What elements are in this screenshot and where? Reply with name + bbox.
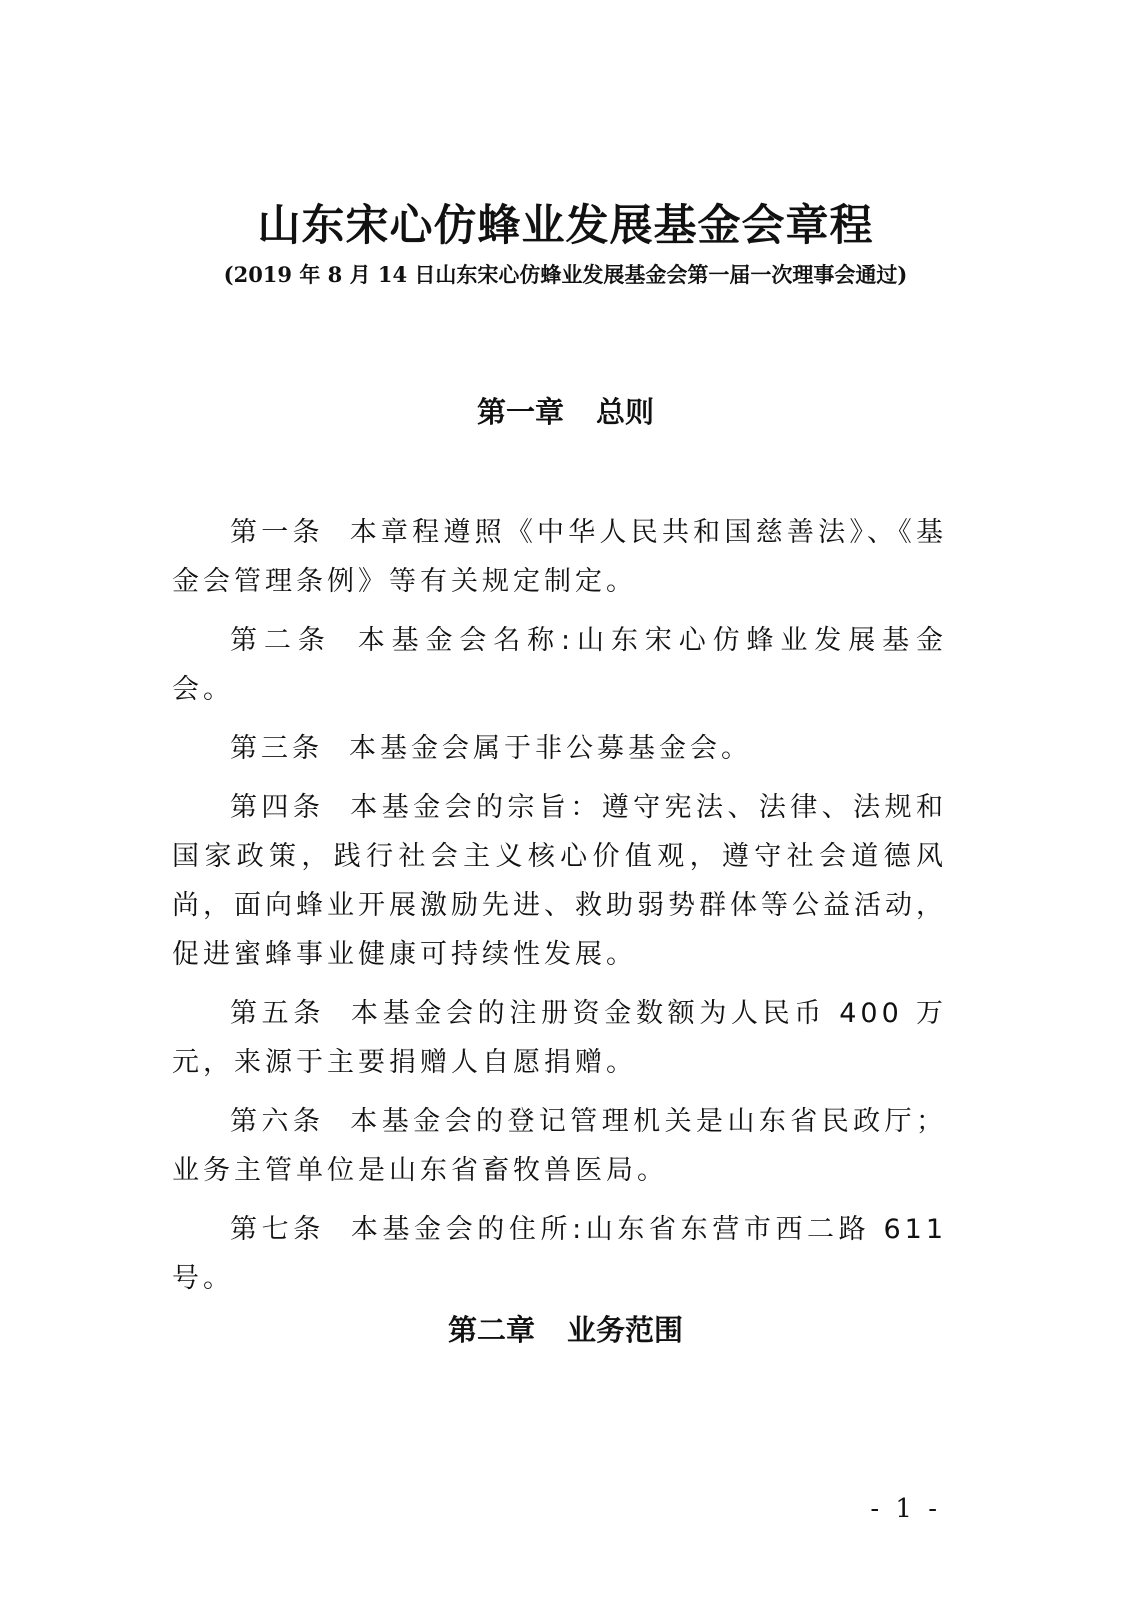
article-6: [172, 1097, 947, 1195]
chapter-2-name: 业务范围: [567, 1313, 684, 1347]
article-4-text: 本基金会的宗旨：遵守宪法、法律、法规和国家政策，践行社会主义核心价值观，遵守社会道德风尚，面向蜂业开展激励先进、救助弱势群体等公益活动，促进蜜蜂事业健康可持续性发展。: [172, 792, 948, 970]
article-3-number: 第三条: [230, 733, 323, 764]
article-7-number: 第七条: [230, 1214, 325, 1245]
chapter-1-articles: [172, 508, 947, 1313]
chapter-2-number: 第二章: [447, 1313, 535, 1347]
document-subtitle: (2019 年 8 月 14 日山东宋心仿蜂业发展基金会第一届一次理事会通过): [223, 262, 908, 287]
article-6-number: 第六条: [230, 1106, 325, 1137]
article-2-text: 本基金会名称:山东宋心仿蜂业发展基金会。: [172, 625, 947, 705]
article-1-number: 第一条: [230, 517, 324, 548]
chapter-1-number: 第一章: [476, 395, 564, 429]
article-6-text: 本基金会的登记管理机关是山东省民政厅；业务主管单位是山东省畜牧兽医局。: [172, 1106, 948, 1186]
chapter-1-name: 总则: [596, 395, 655, 429]
article-1-text: 本章程遵照《中华人民共和国慈善法》、《基金会管理条例》等有关规定制定。: [172, 517, 948, 597]
article-7: [172, 1205, 947, 1303]
article-4: [172, 783, 947, 979]
article-2: [172, 616, 947, 714]
article-5: [172, 989, 947, 1087]
page-number: - 1 -: [870, 1494, 941, 1524]
article-3: [172, 724, 947, 773]
article-2-number: 第二条: [230, 625, 332, 656]
article-4-number: 第四条: [230, 792, 325, 823]
article-3-text: 本基金会属于非公募基金会。: [349, 733, 752, 764]
article-1: [172, 508, 947, 606]
chapter-2-heading: [0, 1308, 1131, 1352]
article-5-number: 第五条: [230, 998, 325, 1029]
document-title: 山东宋心仿蜂业发展基金会章程: [257, 201, 874, 251]
article-7-text: 本基金会的住所:山东省东营市西二路 611 号。: [172, 1214, 947, 1294]
article-5-text: 本基金会的注册资金数额为人民币 400 万元，来源于主要捐赠人自愿捐赠。: [172, 998, 948, 1078]
chapter-1-heading: [0, 390, 1131, 434]
